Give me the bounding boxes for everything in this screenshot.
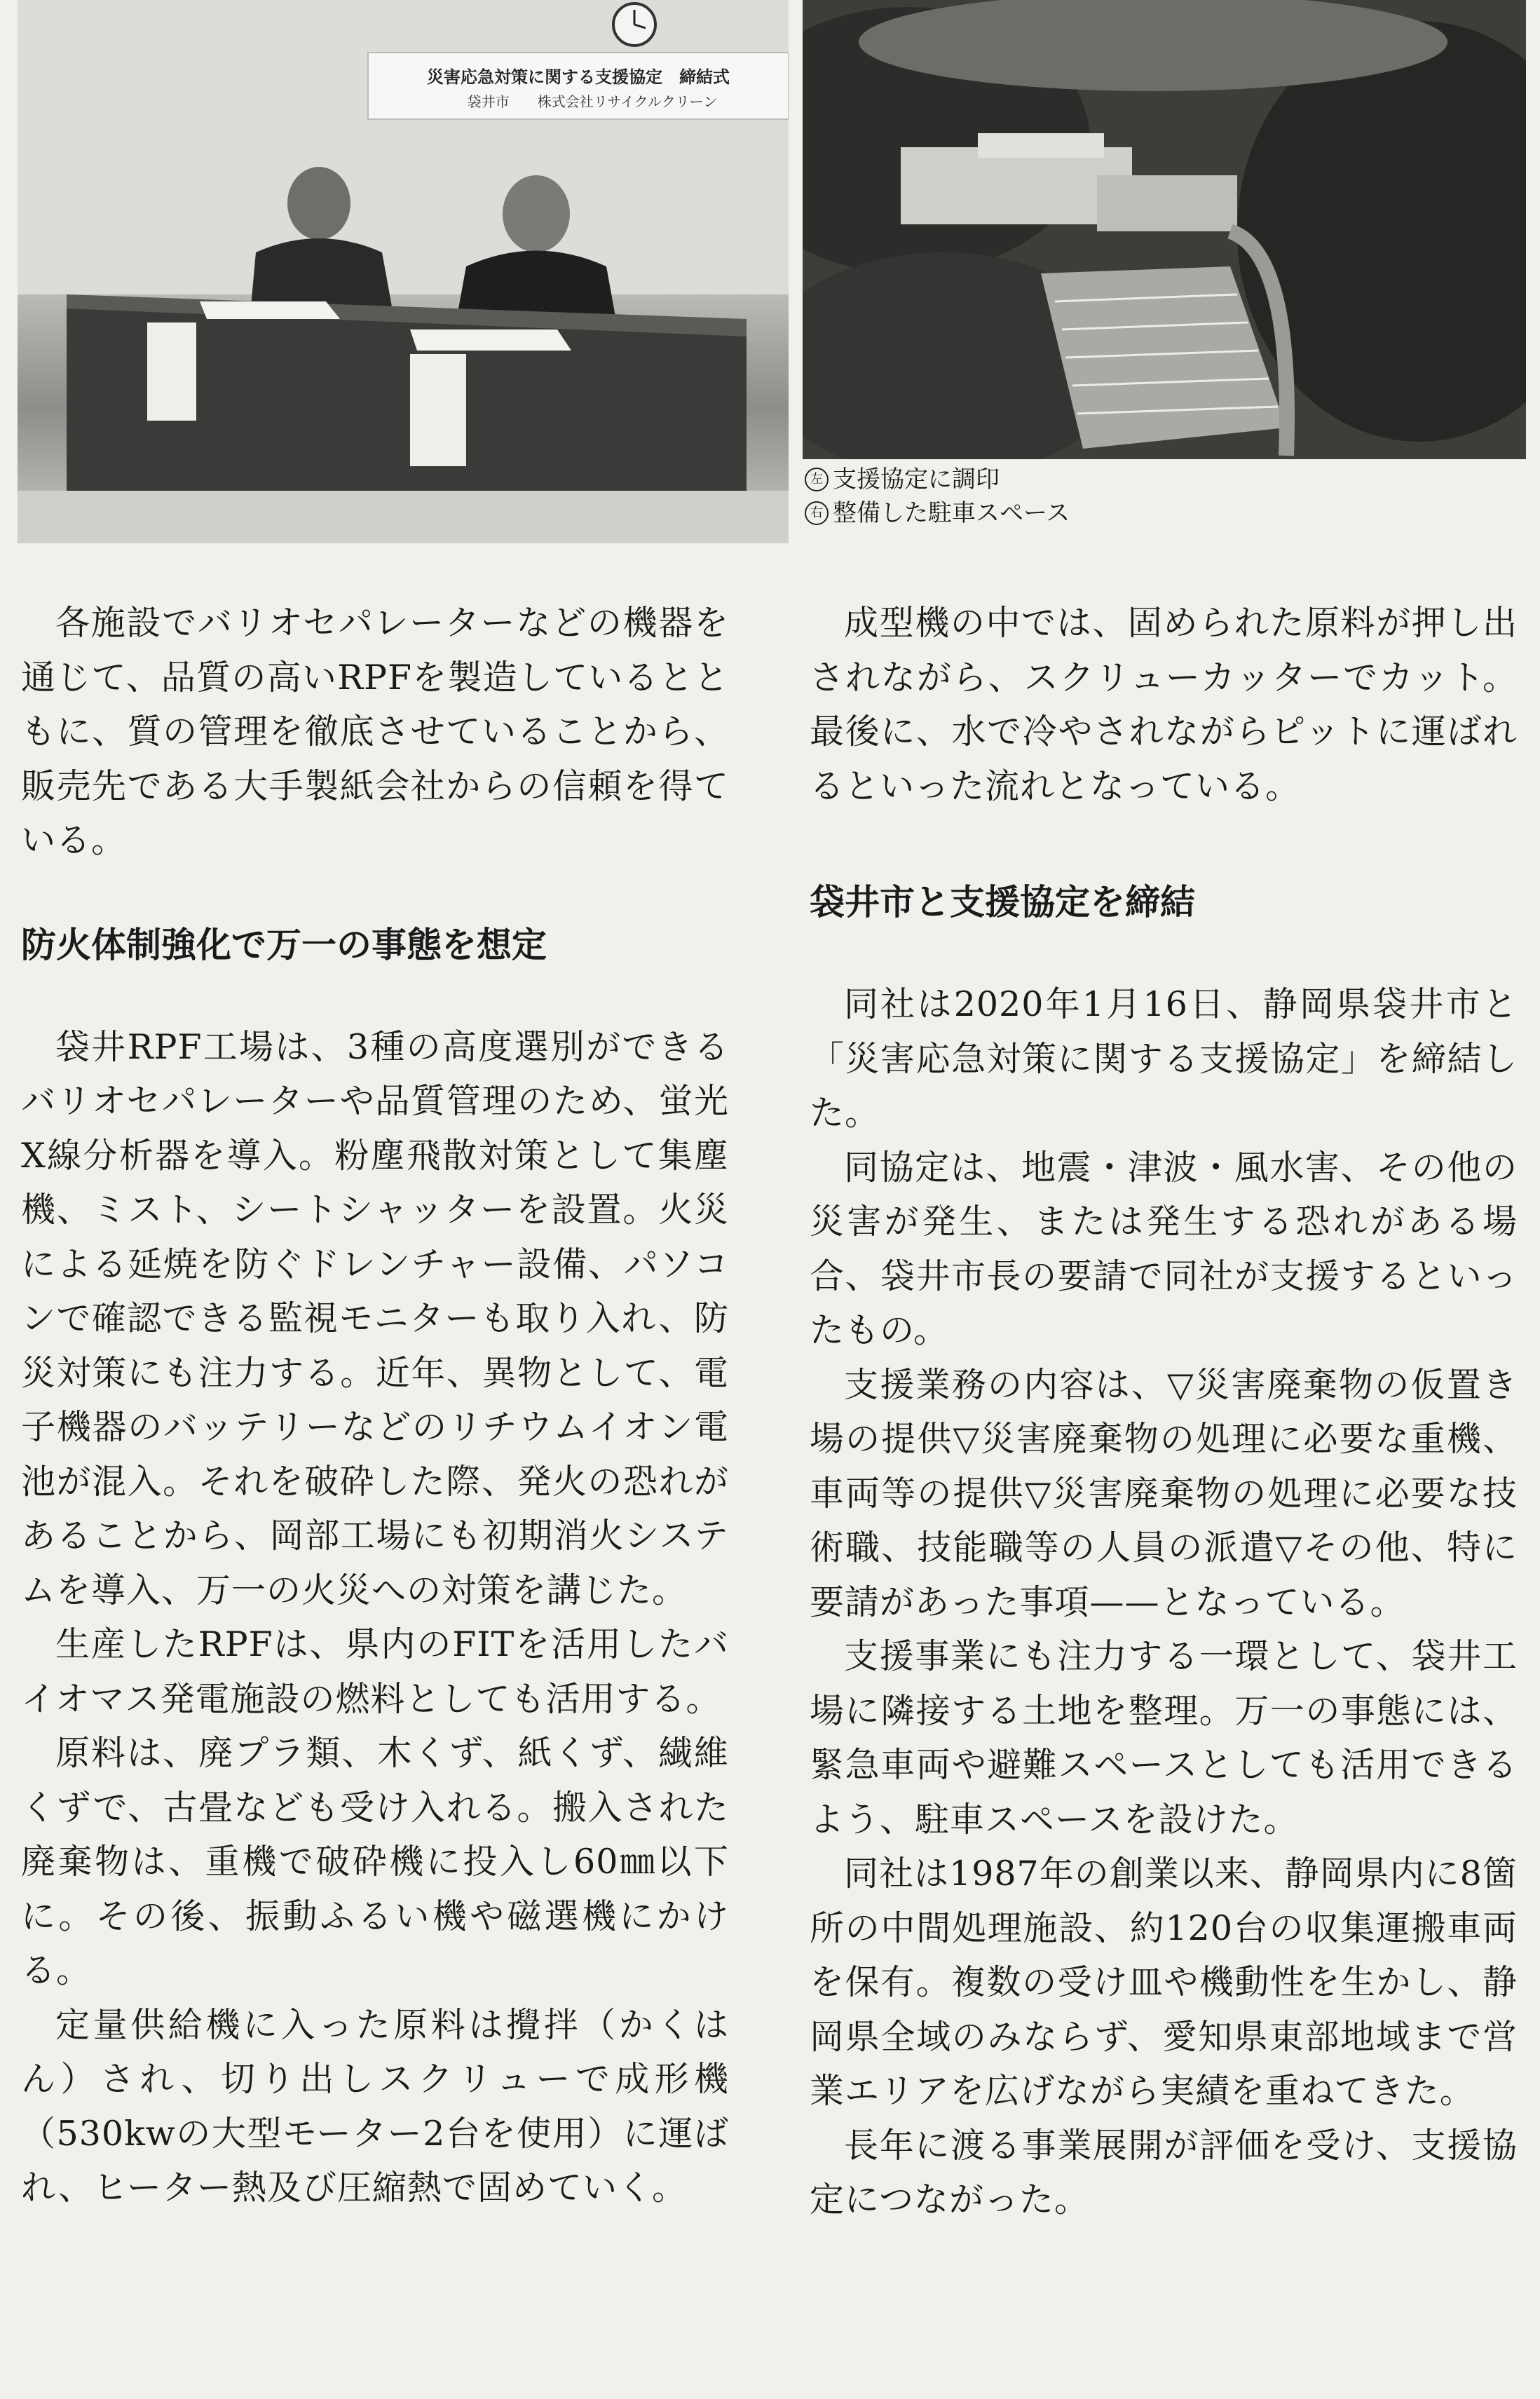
sign-title: 災害応急対策に関する支援協定 締結式 (427, 67, 730, 87)
section-heading-fire-prevention: 防火体制強化で万一の事態を想定 (21, 924, 547, 965)
caption-mark: 左 (805, 468, 829, 491)
section-heading-support-agreement: 袋井市と支援協定を締結 (810, 882, 1195, 923)
paragraph: 支援事業にも注力する一環として、袋井工場に隣接する土地を整理。万一の事態には、緊急車両や避難スペースとしても活用できるよう、駐車スペースを設けた。 (810, 1636, 1518, 1840)
right-column (810, 596, 1518, 2227)
caption-text: 支援協定に調印 (833, 465, 1000, 494)
caption-right-photo (805, 496, 1506, 530)
signing-ceremony-photo (18, 0, 789, 543)
paragraph: 原料は、廃プラ類、木くず、紙くず、繊維くずで、古畳なども受け入れる。搬入された廃棄物は、重機で破砕機に投入し60㎜以下に。その後、振動ふるい機や磁選機にかける。 (21, 1733, 729, 1990)
paragraph: 定量供給機に入った原料は攪拌（かくはん）され、切り出しスクリューで成形機（530kwの大型モーター2台を使用）に運ばれ、ヒーター熱及び圧縮熱で固めていく。 (21, 2004, 729, 2208)
photo-captions (805, 463, 1506, 530)
paragraph: 成型機の中では、固められた原料が押し出されながら、スクリューカッターでカット。最後に、水で冷やされながらピットに運ばれるといった流れとなっている。 (810, 603, 1518, 806)
caption-text: 整備した駐車スペース (833, 499, 1070, 527)
paragraph: 各施設でバリオセパレーターなどの機器を通じて、品質の高いRPFを製造しているとともに、質の管理を徹底させていることから、販売先である大手製紙会社からの信頼を得ている。 (21, 603, 729, 860)
sign-parties: 袋井市 株式会社リサイクルクリーン (467, 93, 718, 110)
caption-left-photo (805, 463, 1506, 496)
paragraph: 袋井RPF工場は、3種の高度選別ができるバリオセパレーターや品質管理のため、蛍光X線分析器を導入。粉塵飛散対策として集塵機、ミスト、シートシャッターを設置。火災による延焼を防ぐドレンチャー設備、パソコンで確認できる監視モニターも取り入れ、防災対策にも注力する。近年、異物として、電子機器のバッテリーなどのリチウムイオン電池が混入。それを破砕した際、発火の恐れがあることから、岡部工場にも初期消火システムを導入、万一の火災への対策を講じた。 (21, 1026, 729, 1610)
left-column (21, 596, 729, 2215)
signing-ceremony-illustration (18, 0, 789, 543)
aerial-parking-illustration (803, 0, 1526, 459)
paragraph: 支援業務の内容は、▽災害廃棄物の仮置き場の提供▽災害廃棄物の処理に必要な重機、車両等の提供▽災害廃棄物の処理に必要な技術職、技能職等の人員の派遣▽その他、特に要請があった事項——となっている。 (810, 1364, 1518, 1622)
paragraph: 生産したRPFは、県内のFITを活用したバイオマス発電施設の燃料としても活用する。 (21, 1624, 729, 1719)
paragraph: 同協定は、地震・津波・風水害、その他の災害が発生、または発生する恐れがある場合、袋井市長の要請で同社が支援するといったもの。 (810, 1147, 1518, 1350)
paragraph: 同社は2020年1月16日、静岡県袋井市と「災害応急対策に関する支援協定」を締結した。 (810, 984, 1518, 1133)
paragraph: 長年に渡る事業展開が評価を受け、支援協定につながった。 (810, 2125, 1518, 2220)
caption-mark: 右 (805, 501, 829, 525)
aerial-parking-photo (803, 0, 1526, 459)
paragraph: 同社は1987年の創業以来、静岡県内に8箇所の中間処理施設、約120台の収集運搬車両を保有。複数の受け皿や機動性を生かし、静岡県全域のみならず、愛知県東部地域まで営業エリアを広げながら実績を重ねてきた。 (810, 1854, 1518, 2111)
